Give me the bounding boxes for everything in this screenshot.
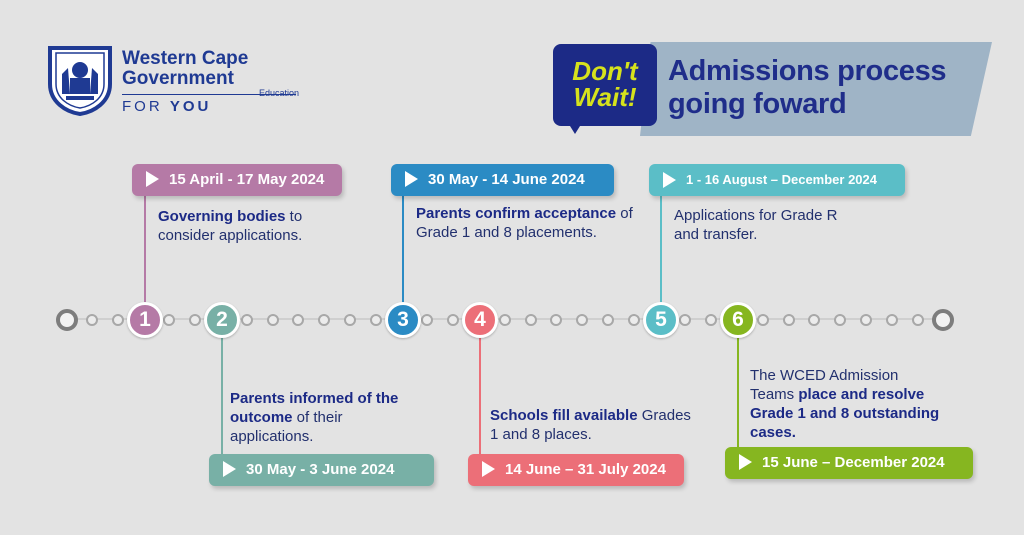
timeline-dot	[189, 314, 201, 326]
timeline-start-dot	[56, 309, 78, 331]
page-title-line-1: Admissions process	[668, 55, 947, 87]
timeline-dot	[112, 314, 124, 326]
desc-1-bold: Governing bodies	[158, 208, 286, 225]
play-icon	[223, 461, 236, 477]
desc-6-pre: The WCED Admission Teams	[750, 367, 899, 403]
timeline-dot	[912, 314, 924, 326]
step-node-5: 5	[643, 302, 679, 338]
desc-4-rest: Grades 1 and 8 places.	[490, 407, 691, 443]
date-1: 15 April - 17 May 2024	[169, 171, 325, 188]
timeline-dot	[318, 314, 330, 326]
date-3: 30 May - 14 June 2024	[428, 171, 585, 188]
step-node-6: 6	[720, 302, 756, 338]
date-pill-1	[132, 164, 342, 196]
stem-1	[144, 196, 146, 306]
desc-1-rest: to consider applications.	[158, 208, 303, 244]
timeline-dot	[679, 314, 691, 326]
step-desc-2	[230, 389, 420, 446]
timeline-dot	[370, 314, 382, 326]
timeline-dot	[757, 314, 769, 326]
step-desc-3	[416, 204, 646, 242]
timeline-dot	[783, 314, 795, 326]
desc-3-rest: of Grade 1 and 8 placements.	[416, 205, 633, 241]
date-pill-2	[209, 454, 434, 486]
play-icon	[146, 171, 159, 187]
play-icon	[482, 461, 495, 477]
tagline-for: FOR	[122, 98, 163, 115]
step-node-2: 2	[204, 302, 240, 338]
date-6: 15 June – December 2024	[762, 454, 945, 471]
date-pill-3	[391, 164, 614, 196]
timeline-dot	[886, 314, 898, 326]
timeline-dot	[344, 314, 356, 326]
stem-3	[402, 192, 404, 304]
stem-5	[660, 194, 662, 304]
timeline-dot	[499, 314, 511, 326]
timeline-dot	[860, 314, 872, 326]
department-label: Education	[259, 88, 300, 98]
date-5: 1 - 16 August – December 2024	[686, 172, 877, 187]
date-pill-5	[649, 164, 905, 196]
timeline-dot	[525, 314, 537, 326]
date-pill-6	[725, 447, 973, 479]
step-desc-1	[158, 207, 358, 245]
timeline-dot	[705, 314, 717, 326]
step-node-1: 1	[127, 302, 163, 338]
date-4: 14 June – 31 July 2024	[505, 461, 666, 478]
timeline-dot	[421, 314, 433, 326]
desc-2-rest: of their applications.	[230, 409, 343, 445]
play-icon	[405, 171, 418, 187]
step-desc-4	[490, 406, 700, 444]
play-icon	[739, 454, 752, 470]
desc-2-bold: Parents informed of the outcome	[230, 390, 399, 426]
date-2: 30 May - 3 June 2024	[246, 461, 395, 478]
timeline-dot	[292, 314, 304, 326]
timeline-dot	[550, 314, 562, 326]
timeline-dot	[628, 314, 640, 326]
timeline-dot	[834, 314, 846, 326]
timeline-dot	[602, 314, 614, 326]
step-desc-6	[750, 366, 940, 442]
timeline-dot	[576, 314, 588, 326]
timeline-dot	[241, 314, 253, 326]
timeline-dot	[267, 314, 279, 326]
bubble-line-2: Wait!	[573, 82, 637, 112]
date-pill-4	[468, 454, 684, 486]
desc-3-bold: Parents confirm acceptance	[416, 205, 617, 222]
tagline-you: YOU	[169, 98, 212, 115]
brand-line-2: Government	[122, 68, 234, 89]
step-node-3: 3	[385, 302, 421, 338]
timeline-dot	[808, 314, 820, 326]
play-icon	[663, 172, 676, 188]
coat-of-arms-icon	[44, 44, 116, 116]
step-desc-5	[674, 206, 864, 244]
desc-5-rest: Applications for Grade R and transfer.	[674, 207, 838, 243]
timeline-dot	[163, 314, 175, 326]
desc-6-bold: place and resolve Grade 1 and 8 outstanding cases.	[750, 386, 940, 441]
stem-4	[479, 336, 481, 466]
timeline-end-dot	[932, 309, 954, 331]
page-title-line-2: going foward	[668, 88, 847, 120]
brand-tagline	[122, 98, 211, 115]
timeline-dot	[86, 314, 98, 326]
desc-4-bold: Schools fill available	[490, 407, 638, 424]
dont-wait-bubble	[553, 44, 657, 126]
bubble-tail	[565, 118, 585, 134]
stem-6	[737, 336, 739, 458]
step-node-4: 4	[462, 302, 498, 338]
timeline-dot	[447, 314, 459, 326]
bubble-line-1: Don't	[572, 56, 638, 86]
brand-line-1: Western Cape	[122, 48, 249, 69]
stem-2	[221, 336, 223, 466]
logo	[44, 44, 304, 116]
